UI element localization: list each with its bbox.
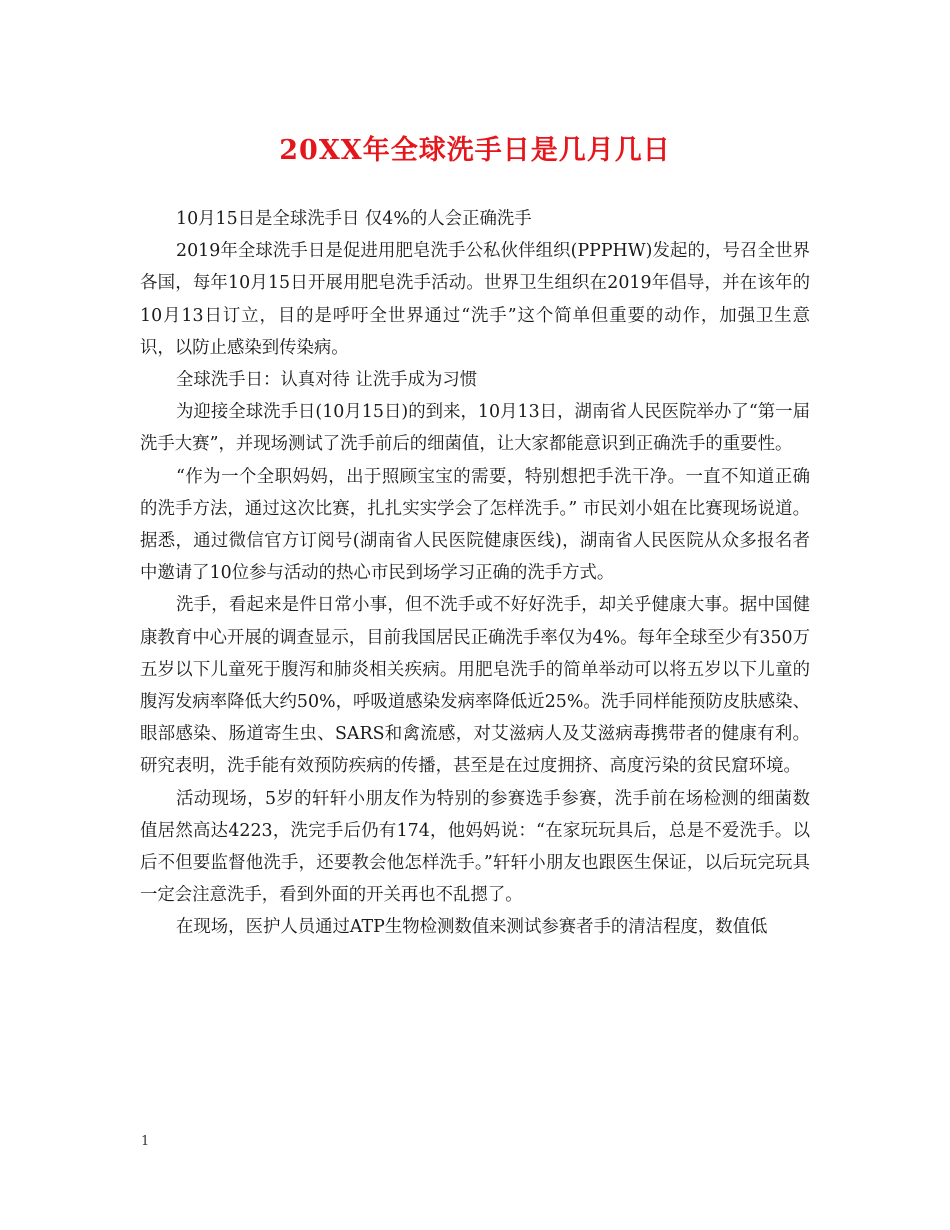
document-body [140,203,810,944]
paragraph: 全球洗手日：认真对待 让洗手成为习惯 [176,370,478,391]
paragraph: 为迎接全球洗手日(10月15日)的到来，10月13日，湖南省人民医院举办了“第一届洗手大赛”，并现场测试了洗手前后的细菌值，让大家都能意识到正确洗手的重要性。 [140,402,810,455]
paragraph: 10月15日是全球洗手日 仅4%的人会正确洗手 [176,209,532,229]
paragraph: 2019年全球洗手日是促进用肥皂洗手公私伙伴组织(PPPHW)发起的，号召全世界各国，每年10月15日开展用肥皂洗手活动。世界卫生组织在2019年倡导，并在该年的10月13日订立，目的是呼吁全世界通过“洗手”这个简单但重要的动作，加强卫生意识，以防止感染到传染病。 [140,241,810,358]
page-number: 1 [141,1134,150,1149]
paragraph: “作为一个全职妈妈，出于照顾宝宝的需要，特别想把手洗干净。一直不知道正确的洗手方法，通过这次比赛，扎扎实实学会了怎样洗手。” 市民刘小姐在比赛现场说道。据悉，通过微信官方订阅号(湖南省人民医院健康医线)，湖南省人民医院从众多报名者中邀请了10位参与活动的热心市民到场学习正确的洗手方式。 [140,466,810,584]
paragraph: 活动现场，5岁的轩轩小朋友作为特别的参赛选手参赛，洗手前在场检测的细菌数值居然高达4223，洗完手后仍有174，他妈妈说：“在家玩玩具后，总是不爱洗手。以后不但要监督他洗手，还要教会他怎样洗手。”轩轩小朋友也跟医生保证，以后玩完玩具一定会注意洗手，看到外面的开关再也不乱摁了。 [140,788,810,906]
paragraph: 在现场，医护人员通过ATP生物检测数值来测试参赛者手的清洁程度，数值低 [176,917,768,938]
paragraph: 洗手，看起来是件日常小事，但不洗手或不好好洗手，却关乎健康大事。据中国健康教育中心开展的调查显示，目前我国居民正确洗手率仅为4%。每年全球至少有350万五岁以下儿童死于腹泻和肺炎相关疾病。用肥皂洗手的简单举动可以将五岁以下儿童的腹泻发病率降低大约50%，呼吸道感染发病率降低近25%。洗手同样能预防皮肤感染、眼部感染、肠道寄生虫、SARS和禽流感，对艾滋病人及艾滋病毒携带者的健康有利。研究表明，洗手能有效预防疾病的传播，甚至是在过度拥挤、高度污染的贫民窟环境。 [140,595,810,777]
document-title: 20XX年全球洗手日是几月几日 [279,135,671,166]
